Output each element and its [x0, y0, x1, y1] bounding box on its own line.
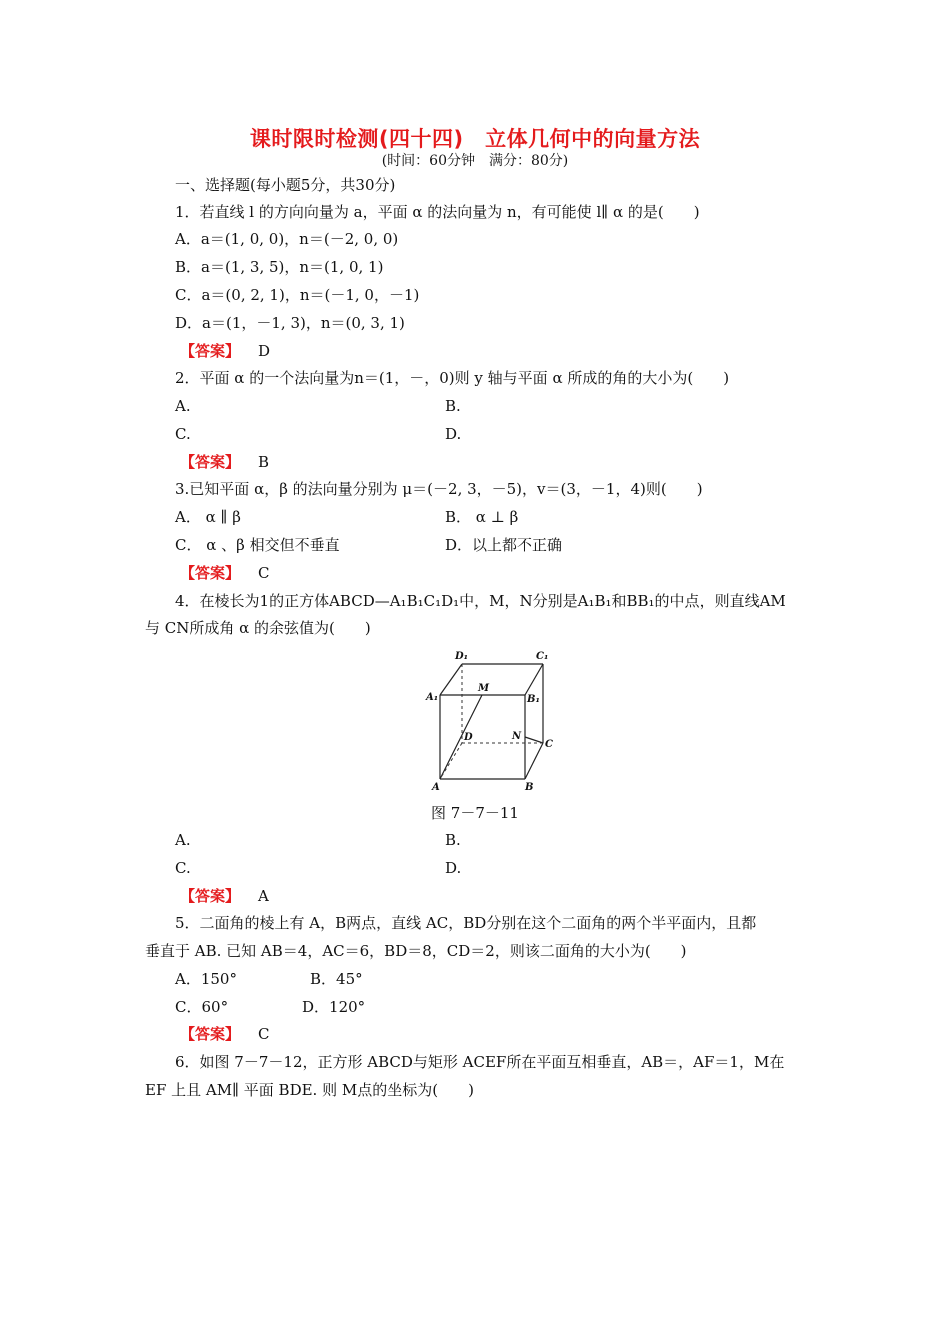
- label-n: N: [512, 731, 522, 742]
- q5-option-c: C．60°: [175, 998, 229, 1016]
- q6-stem-line1: 6．如图 7－7－12，正方形 ABCD与矩形 ACEF所在平面互相垂直，AB＝，AF＝1，M在: [175, 1053, 785, 1071]
- label-d1: D₁: [455, 651, 469, 662]
- q3-answer-value: C: [258, 564, 270, 582]
- q4-answer-value: A: [258, 887, 269, 905]
- q3-option-d: D．以上都不正确: [445, 536, 563, 554]
- q4-answer: [180, 886, 269, 906]
- q3-option-b: B． α ⊥ β: [445, 508, 519, 526]
- q1-option-a: A．a＝(1, 0, 0)，n＝(－2, 0, 0): [175, 230, 399, 248]
- answer-label: 【答案】: [180, 453, 241, 471]
- section-heading: 一、选择题(每小题5分，共30分): [175, 176, 396, 194]
- page-title: 课时限时检测(四十四) 立体几何中的向量方法: [249, 127, 701, 151]
- q1-option-d: D．a＝(1，－1, 3)，n＝(0, 3, 1): [175, 314, 405, 332]
- answer-label: 【答案】: [180, 887, 241, 905]
- q5-stem-line1: 5．二面角的棱上有 A，B两点，直线 AC，BD分别在这个二面角的两个半平面内，且都: [175, 914, 757, 932]
- q1-answer-value: D: [258, 342, 271, 360]
- q3-option-c: C． α 、β 相交但不垂直: [175, 536, 340, 554]
- q3-option-a: A． α ∥ β: [175, 508, 241, 526]
- q5-option-d: D．120°: [302, 998, 366, 1016]
- cube-figure: [425, 648, 560, 796]
- label-d: D: [464, 732, 473, 743]
- q4-option-a: A.: [175, 831, 191, 849]
- segment-nc: [525, 737, 543, 743]
- q3-answer: [180, 563, 270, 583]
- q1-option-b: B．a＝(1, 3, 5)，n＝(1, 0, 1): [175, 258, 384, 276]
- q4-option-c: C.: [175, 859, 191, 877]
- q2-answer: [180, 452, 269, 472]
- q3-stem: 3.已知平面 α，β 的法向量分别为 μ＝(－2, 3，－5)，v＝(3，－1，4)则( ): [175, 480, 703, 498]
- label-a: A: [432, 782, 440, 793]
- q5-option-a: A．150°: [175, 970, 237, 988]
- time-score-info: (时间：60分钟 满分：80分): [381, 153, 569, 169]
- q1-stem: 1．若直线 l 的方向向量为 a，平面 α 的法向量为 n，有可能使 l∥ α 的是( ): [175, 203, 700, 221]
- q2-stem: 2．平面 α 的一个法向量为n＝(1，－，0)则 y 轴与平面 α 所成的角的大小为( ): [175, 369, 730, 387]
- q5-option-b: B．45°: [310, 970, 363, 988]
- edge-c1b1: [525, 664, 543, 695]
- q5-stem-line2: 垂直于 AB. 已知 AB＝4，AC＝6，BD＝8，CD＝2，则该二面角的大小为( ): [145, 942, 687, 960]
- segment-am: [440, 695, 482, 779]
- label-c1: C₁: [536, 651, 549, 662]
- answer-label: 【答案】: [180, 1025, 241, 1043]
- q4-stem-line1: 4．在棱长为1的正方体ABCD—A₁B₁C₁D₁中，M，N分别是A₁B₁和BB₁的中点，则直线AM: [175, 592, 786, 610]
- label-b: B: [525, 782, 534, 793]
- q2-option-d: D.: [445, 425, 462, 443]
- label-c: C: [545, 739, 553, 750]
- q2-option-a: A.: [175, 397, 191, 415]
- q2-option-b: B.: [445, 397, 461, 415]
- q6-stem-line2: EF 上且 AM∥ 平面 BDE. 则 M点的坐标为( ): [145, 1081, 474, 1099]
- q5-answer: [180, 1024, 270, 1044]
- label-m: M: [478, 683, 490, 694]
- q1-option-c: C．a＝(0, 2, 1)，n＝(－1, 0，－1): [175, 286, 420, 304]
- label-b1: B₁: [527, 694, 540, 705]
- q4-option-d: D.: [445, 859, 462, 877]
- answer-label: 【答案】: [180, 342, 241, 360]
- q2-answer-value: B: [258, 453, 270, 471]
- answer-label: 【答案】: [180, 564, 241, 582]
- label-a1: A₁: [426, 692, 439, 703]
- q1-answer: [180, 341, 270, 361]
- q4-stem-line2: 与 CN所成角 α 的余弦值为( ): [145, 619, 371, 637]
- q4-option-b: B.: [445, 831, 461, 849]
- q2-option-c: C.: [175, 425, 191, 443]
- q5-answer-value: C: [258, 1025, 270, 1043]
- figure-caption: 图 7－7－11: [431, 804, 519, 822]
- edge-bc: [525, 743, 543, 779]
- edge-a1d1: [440, 664, 462, 695]
